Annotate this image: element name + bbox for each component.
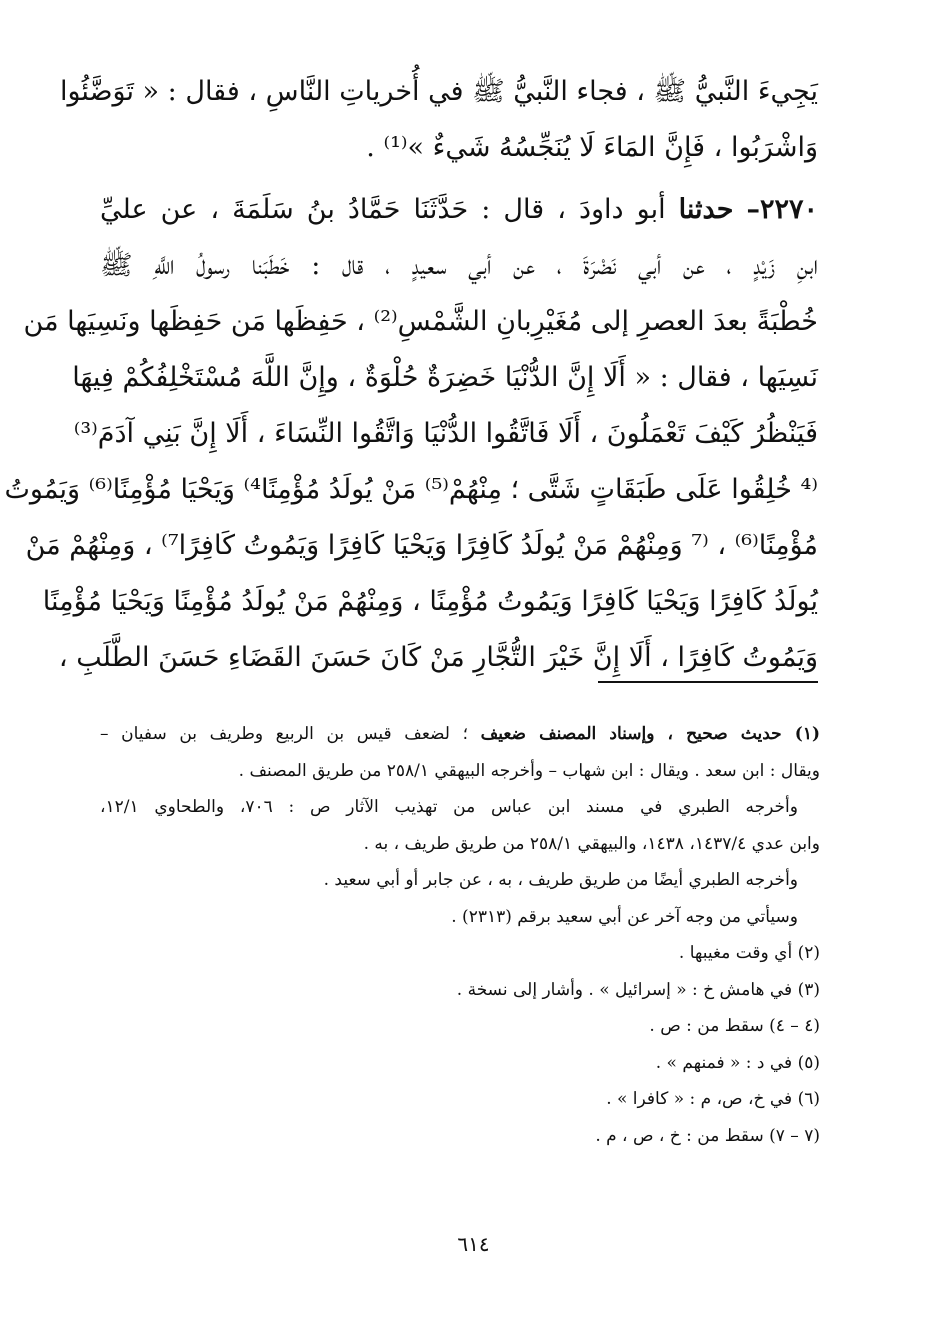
hadith-2270 [4,182,819,686]
footnote-1-text: ؛ لضعف قيس بن الربيع وطريف بن سفيان – [100,724,468,744]
footnote-1-label: (١) حديث صحيح ، وإسناد المصنف ضعيف [480,724,820,744]
footnote-line: وأخرجه الطبري أيضًا من طريق طريف ، به ، عن جابر أو أبي سعيد . [323,870,798,890]
footnote-5: (٥) في د : « فمنهم » . [655,1052,820,1073]
hadith-dash: – [746,194,760,225]
footnote-1-line [100,716,820,753]
hadith-line: يُولَدُ كَافِرًا وَيَحْيَا كَافِرًا وَيَمُوتُ مُؤْمِنًا ، وَمِنْهُمْ مَنْ يُولَدُ مُؤْمِنًا وَيَحْيَا مُؤْمِنًا [42,586,818,617]
footnote-line: ويقال : ابن سعد . ويقال : ابن شهاب – وأخرجه البيهقي ٢٥٨/١ من طريق المصنف . [238,760,820,781]
footnote-separator [598,681,818,683]
hadith-first-line [100,182,818,238]
hadith-line: نَسِيَها ، فقال : « أَلَا إِنَّ الدُّنْيَا خَضِرَةٌ حُلْوَةٌ ، وإِنَّ اللَّهَ مُسْتَخْلِفُكُمْ فِيهَا [72,362,818,393]
hadith-line: ⁽⁴ خُلِقُوا عَلَى طَبَقَاتٍ شَتَّى ؛ مِنْهُمْ⁽⁵⁾ مَنْ يُولَدُ مُؤْمِنًا⁴⁾ وَيَحْيَا مُؤْمِنًا⁽⁶⁾ وَيَمُوتُ [4,474,818,505]
footnote-3: (٣) في هامش خ : « إسرائيل » . وأشار إلى نسخة . [456,979,820,1000]
footnotes [100,716,820,1154]
main-line: وَاشْرَبُوا ، فَإِنَّ المَاءَ لَا يُنَجِّسُهُ شَيءٌ »⁽¹⁾ . [366,132,818,163]
footnote-line: وابن عدي ١٤٣٧/٤، ١٤٣٨، والبيهقي ٢٥٨/١ من طريق طريف ، به . [363,833,820,854]
hadith-label: حدثنا [678,194,734,225]
footnote-2: (٢) أي وقت مغيبها . [678,943,820,963]
footnote-line: وأخرجه الطبري في مسند ابن عباس من تهذيب الآثار ص : ٧٠٦، والطحاوي ١٢/١، [100,797,798,817]
main-line: يَجِيءَ النَّبيُّ ﷺ ، فجاء النَّبيُّ ﷺ في أُخرياتِ النَّاسِ ، فقال : « تَوَضَّئُوا [59,76,818,107]
hadith-line: فَيَنْظُرُ كَيْفَ تَعْمَلُونَ ، أَلَا فَاتَّقُوا الدُّنْيَا وَاتَّقُوا النِّسَاءَ ، أَلَا إِنَّ بَنِي آدَمَ⁽³⁾ [73,418,818,449]
hadith-line: خُطْبَةً بعدَ العصرِ إلى مُغَيْرِبانِ الشَّمْسِ⁽²⁾ ، حَفِظَها مَن حَفِظَها ونَسِيَها مَن [23,306,818,337]
hadith-line: ابنِ زَيْدٍ ، عن أبي نَضْرَةَ ، عن أبي سعيدٍ ، قال : خَطَبَنا رسولُ اللَّهِ ﷺ [100,250,818,281]
hadith-line: مُؤْمِنًا⁽⁶⁾ ، ⁽⁷ وَمِنْهُمْ مَنْ يُولَدُ كَافِرًا وَيَحْيَا كَافِرًا وَيَمُوتُ كَافِرًا⁷⁾ ، وَمِنْهُمْ مَنْ [25,530,818,561]
footnote-7: (٧ – ٧) سقط من : خ ، ص ، م . [595,1125,820,1146]
hadith-line: وَيَمُوتُ كَافِرًا ، أَلَا إِنَّ خَيْرَ التُّجَّارِ مَنْ كَانَ حَسَنَ القَضَاءِ حَسَنَ الطَّلَبِ ، [58,642,818,673]
hadith-first-line-text: أبو داودَ ، قال : حَدَّثَنَا حَمَّادُ بنُ سَلَمَةَ ، عن عليِّ [100,194,666,225]
hadith-number: ٢٢٧٠ [760,194,819,225]
footnote-4: (٤ – ٤) سقط من : ص . [649,1016,820,1036]
footnote-6: (٦) في خ، ص، م : « كافرا » . [606,1089,820,1109]
footnote-line: وسيأتي من وجه آخر عن أبي سعيد برقم (٢٣١٣) . [451,906,798,927]
main-text-top [59,64,818,176]
page-number: ٦١٤ [457,1232,490,1256]
